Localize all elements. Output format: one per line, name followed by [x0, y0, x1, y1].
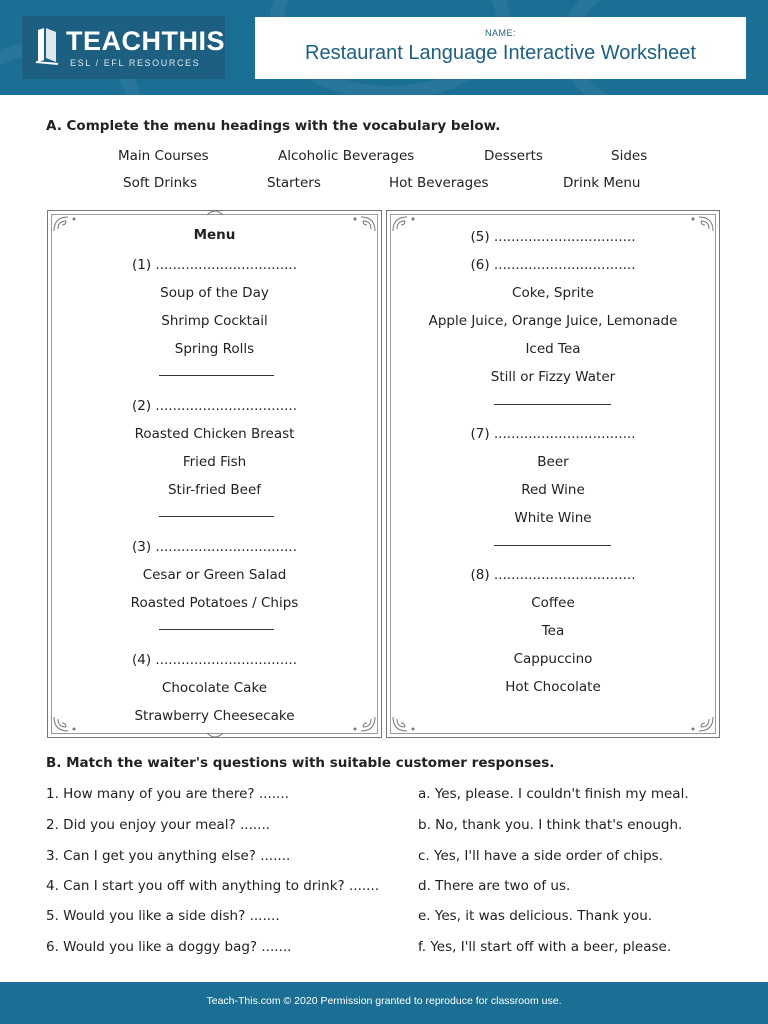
question-item[interactable]: 2. Did you enjoy your meal? ....... [46, 817, 271, 833]
menu-item: Chocolate Cake [161, 680, 268, 696]
menu-divider [159, 375, 274, 376]
answer-item: c. Yes, I'll have a side order of chips. [418, 848, 664, 864]
logo-text: TEACHTHIS [66, 26, 225, 56]
section-b-heading: B. Match the waiter's questions with suitable customer responses. [46, 755, 555, 771]
ornament-icon [685, 715, 715, 733]
menu-blank-heading[interactable]: (1) ................................. [131, 257, 298, 273]
question-item[interactable]: 5. Would you like a side dish? ....... [46, 908, 280, 924]
logo [22, 16, 225, 79]
menu-blank-heading[interactable]: (8) ................................. [470, 567, 636, 583]
ornament-icon [205, 731, 225, 739]
menu-item: Coffee [531, 595, 575, 611]
menu-divider [159, 516, 274, 517]
menu-blank-heading[interactable]: (4) ................................. [131, 652, 298, 668]
vocab-word: Main Courses [118, 148, 209, 164]
menu-item: Fried Fish [182, 454, 247, 470]
menu-item: Strawberry Cheesecake [134, 708, 295, 724]
menu-item: Coke, Sprite [512, 285, 594, 301]
name-label: NAME: [484, 28, 516, 38]
footer-copyright: Teach-This.com © 2020 Permission granted to reproduce for classroom use. [206, 995, 562, 1007]
menu-item: Stir-fried Beef [167, 482, 262, 498]
question-item[interactable]: 6. Would you like a doggy bag? ....... [46, 939, 292, 955]
menu-item: Hot Chocolate [505, 679, 601, 695]
menu-blank-heading[interactable]: (6) ................................. [470, 257, 636, 273]
menu-item: Cappuccino [513, 651, 593, 667]
answer-item: f. Yes, I'll start off with a beer, please. [418, 939, 672, 955]
menu-item: Roasted Chicken Breast [134, 426, 295, 442]
menu-divider [159, 629, 274, 630]
menu-blank-heading[interactable]: (7) ................................. [470, 426, 636, 442]
menu-item: Tea [541, 623, 565, 639]
menu-item: White Wine [514, 510, 592, 526]
page-title: Restaurant Language Interactive Worksheet [305, 42, 696, 64]
menu-blank-heading[interactable]: (2) ................................. [131, 398, 298, 414]
ornament-icon [205, 209, 225, 217]
book-icon [34, 26, 60, 66]
vocab-word: Alcoholic Beverages [278, 148, 415, 164]
question-item[interactable]: 3. Can I get you anything else? ....... [46, 848, 291, 864]
menu-divider [494, 404, 611, 405]
answer-item: a. Yes, please. I couldn't finish my meal. [418, 786, 689, 802]
menu-item: Cesar or Green Salad [142, 567, 287, 583]
vocab-word: Hot Beverages [389, 175, 489, 191]
footer-banner [0, 982, 768, 1024]
answer-item: d. There are two of us. [418, 878, 571, 894]
menu-blank-heading[interactable]: (3) ................................. [131, 539, 298, 555]
menu-title: Menu [193, 227, 236, 243]
menu-item: Red Wine [521, 482, 585, 498]
vocab-word: Desserts [484, 148, 543, 164]
menu-item: Apple Juice, Orange Juice, Lemonade [428, 313, 678, 329]
question-item[interactable]: 1. How many of you are there? ....... [46, 786, 289, 802]
question-item[interactable]: 4. Can I start you off with anything to drink? ....... [46, 878, 380, 894]
ornament-icon [391, 715, 421, 733]
menu-item: Beer [537, 454, 569, 470]
vocab-word: Sides [611, 148, 648, 164]
vocab-word: Soft Drinks [123, 175, 198, 191]
menu-food-panel [47, 210, 382, 738]
answer-item: b. No, thank you. I think that's enough. [418, 817, 683, 833]
menu-divider [494, 545, 611, 546]
menu-item: Roasted Potatoes / Chips [130, 595, 299, 611]
vocab-word: Drink Menu [563, 175, 641, 191]
menu-item: Soup of the Day [160, 285, 269, 301]
menu-item: Shrimp Cocktail [161, 313, 268, 329]
menu-drinks-panel [386, 210, 720, 738]
section-a-heading: A. Complete the menu headings with the vocabulary below. [46, 118, 501, 134]
menu-item: Still or Fizzy Water [490, 369, 616, 385]
menu-item: Spring Rolls [174, 341, 255, 357]
header-banner [0, 0, 768, 95]
answer-item: e. Yes, it was delicious. Thank you. [418, 908, 653, 924]
menu-blank-heading[interactable]: (5) ................................. [470, 229, 636, 245]
vocab-word: Starters [267, 175, 321, 191]
logo-subtitle: ESL / EFL RESOURCES [70, 58, 201, 68]
menu-item: Iced Tea [525, 341, 581, 357]
title-box [255, 17, 746, 79]
